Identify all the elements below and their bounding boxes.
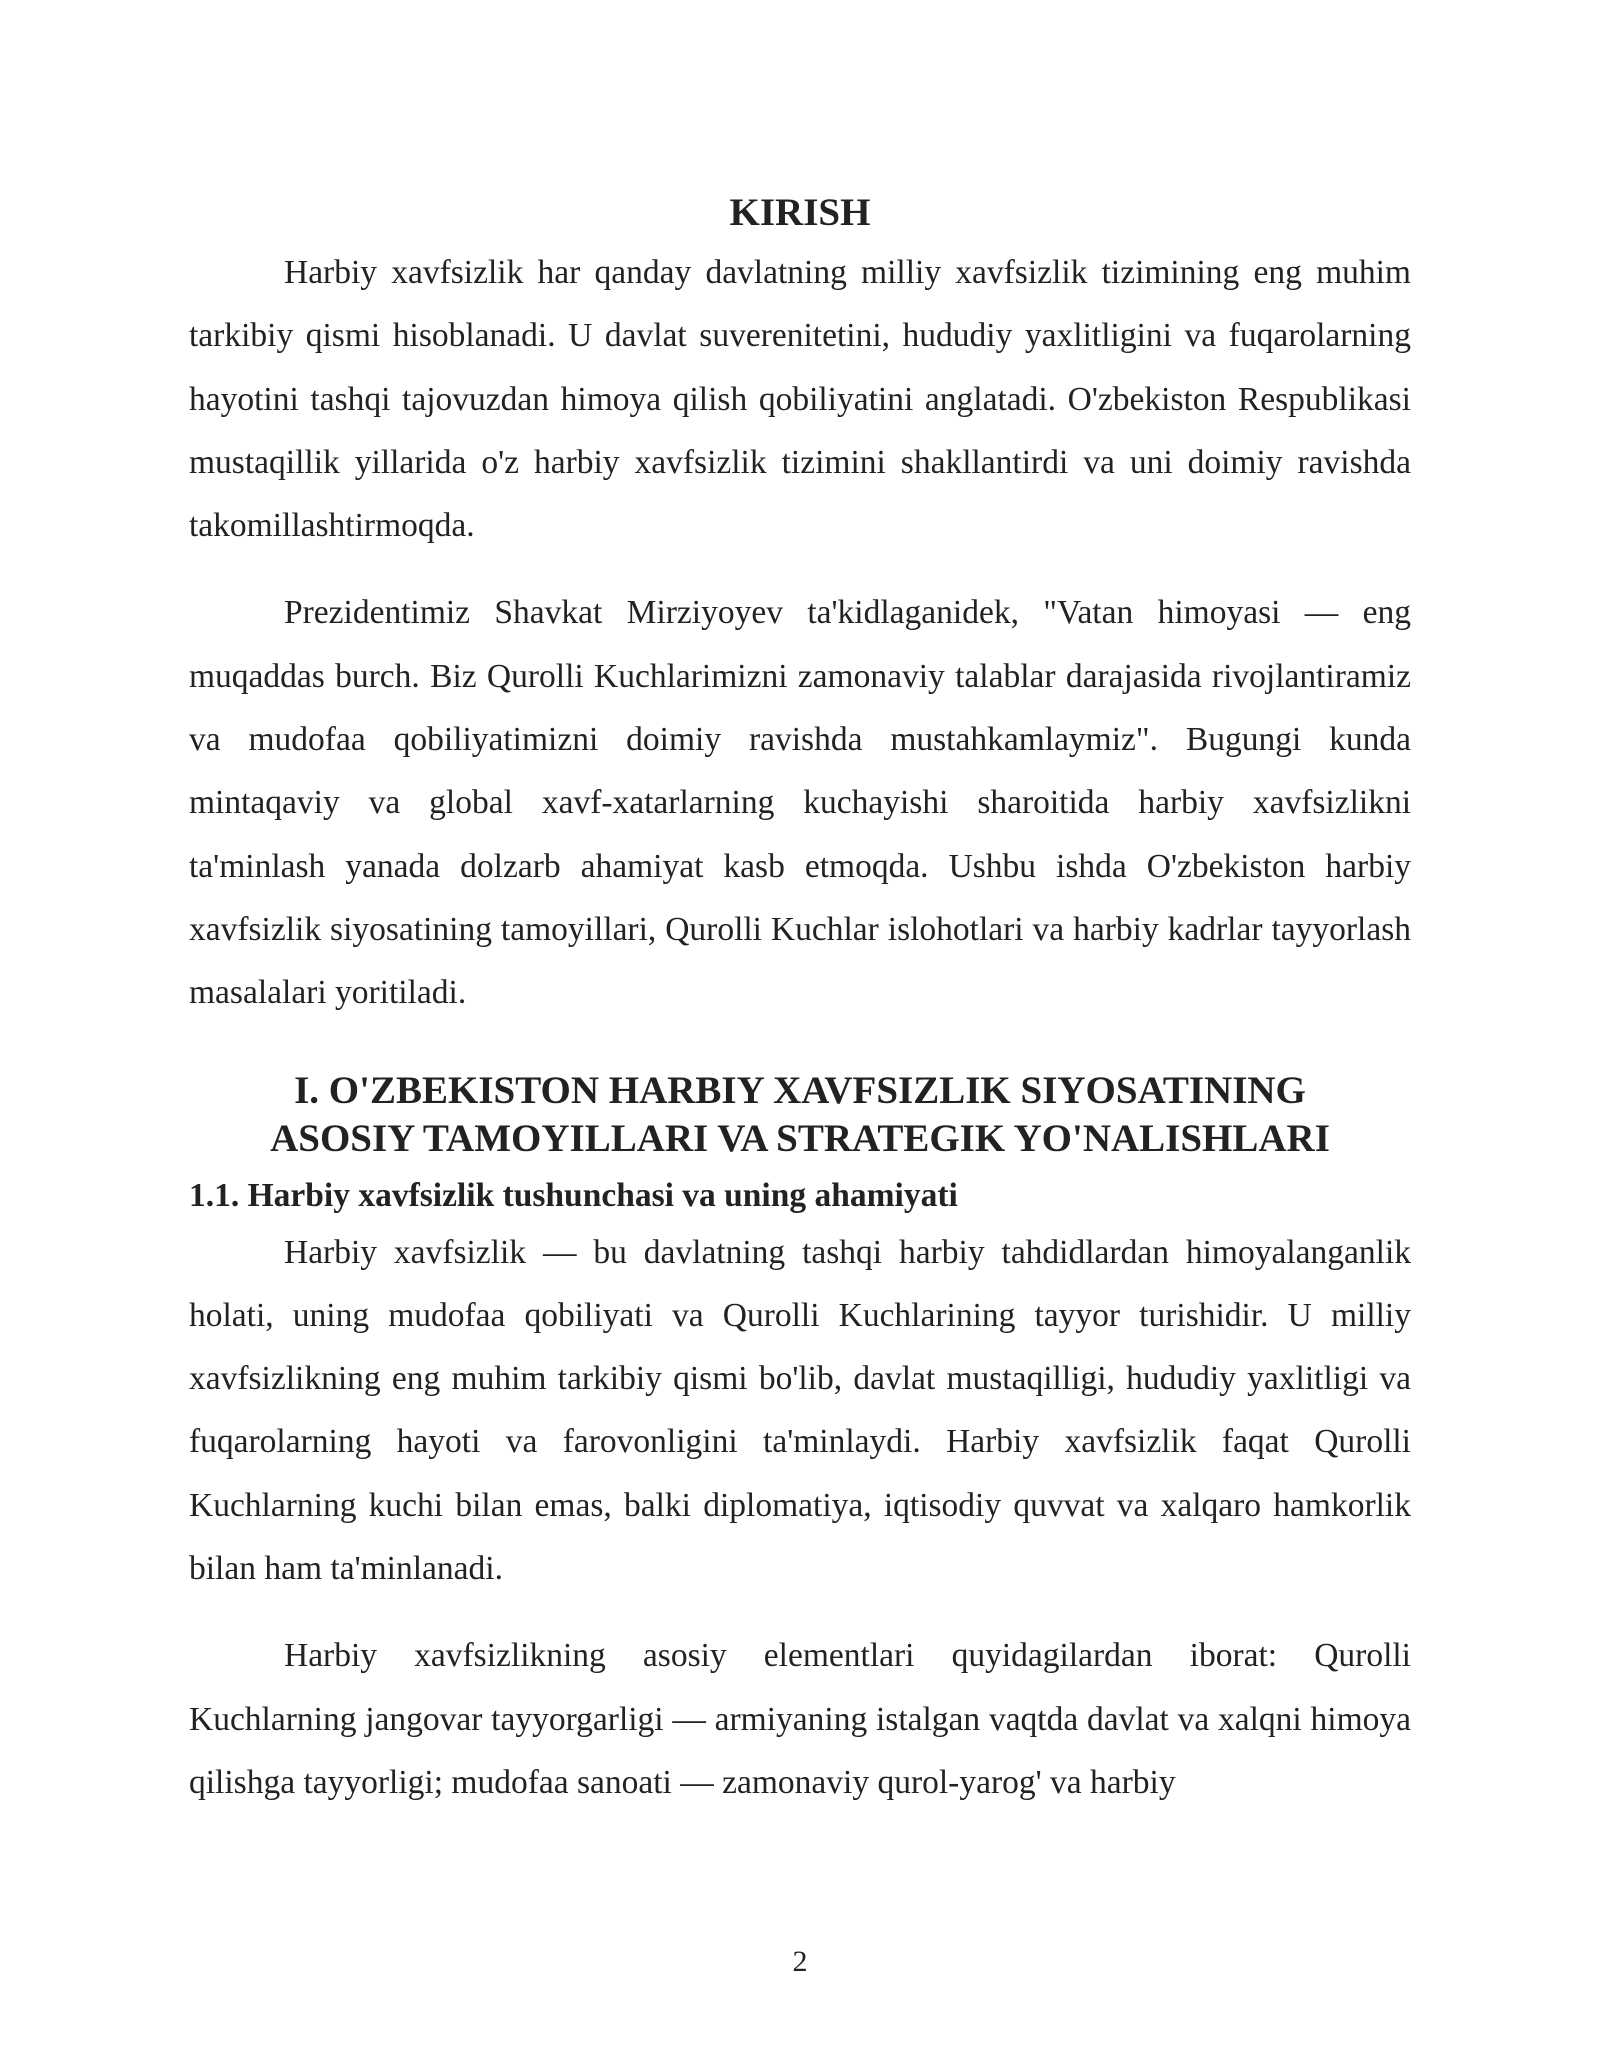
subsection-1-1-heading: 1.1. Harbiy xavfsizlik tushunchasi va uning ahamiyati xyxy=(189,1176,958,1214)
paragraph-spacer xyxy=(189,1600,1411,1624)
section-1-heading xyxy=(189,1067,1411,1163)
page-content xyxy=(189,185,1411,1814)
section-1-heading-line-2: ASOSIY TAMOYILLARI VA STRATEGIK YO'NALISHLARI xyxy=(270,1116,1330,1160)
heading-spacer xyxy=(189,1163,1411,1171)
page-number: 2 xyxy=(792,1945,808,1978)
intro-paragraph-1: Harbiy xavfsizlik har qanday davlatning milliy xavfsizlik tizimining eng muhim tarkibiy qismi hisoblanadi. U davlat suverenitetini, hududiy yaxlitligini va fuqarolarning hayotini tashqi tajovuzdan himoya qilish qobiliyatini anglatadi. O'zbekiston Respublikasi mustaqillik yillarida o'z harbiy xavfsizlik tizimini shakllantirdi va uni doimiy ravishda takomillashtirmoqda. xyxy=(189,254,1411,545)
section-1-paragraph-2: Harbiy xavfsizlikning asosiy elementlari quyidagilardan iborat: Qurolli Kuchlarning jangovar tayyorgarligi — armiyaning istalgan vaqtda davlat va xalqni himoya qilishga tayyorligi; mudofaa sanoati — zamonaviy qurol-yarog' va harbiy xyxy=(189,1637,1411,1801)
paragraph-spacer xyxy=(189,557,1411,581)
section-spacer xyxy=(189,1025,1411,1067)
intro-paragraph-2: Prezidentimiz Shavkat Mirziyoyev ta'kidlaganidek, "Vatan himoyasi — eng muqaddas burch. Biz Qurolli Kuchlarimizni zamonaviy talablar darajasida rivojlantiramiz va mudofaa qobiliyatimizni doimiy ravishda mustahkamlaymiz". Bugungi kunda mintaqaviy va global xavf-xatarlarning kuchayishi sharoitida harbiy xavfsizlikni ta'minlash yanada dolzarb ahamiyat kasb etmoqda. Ushbu ishda O'zbekiston harbiy xavfsizlik siyosatining tamoyillari, Qurolli Kuchlar islohotlari va harbiy kadrlar tayyorlash masalalari yoritiladi. xyxy=(189,594,1411,1012)
intro-title: KIRISH xyxy=(729,191,871,234)
section-1-paragraph-1: Harbiy xavfsizlik — bu davlatning tashqi harbiy tahdidlardan himoyalanganlik holati, uning mudofaa qobiliyati va Qurolli Kuchlarining tayyor turishidir. U milliy xavfsizlikning eng muhim tarkibiy qismi bo'lib, davlat mustaqilligi, hududiy yaxlitligi va fuqarolarning hayoti va farovonligini ta'minlaydi. Harbiy xavfsizlik faqat Qurolli Kuchlarning kuchi bilan emas, balki diplomatiya, iqtisodiy quvvat va xalqaro hamkorlik bilan ham ta'minlanadi. xyxy=(189,1233,1411,1588)
section-1-heading-line-1: I. O'ZBEKISTON HARBIY XAVFSIZLIK SIYOSATINING xyxy=(294,1068,1306,1112)
